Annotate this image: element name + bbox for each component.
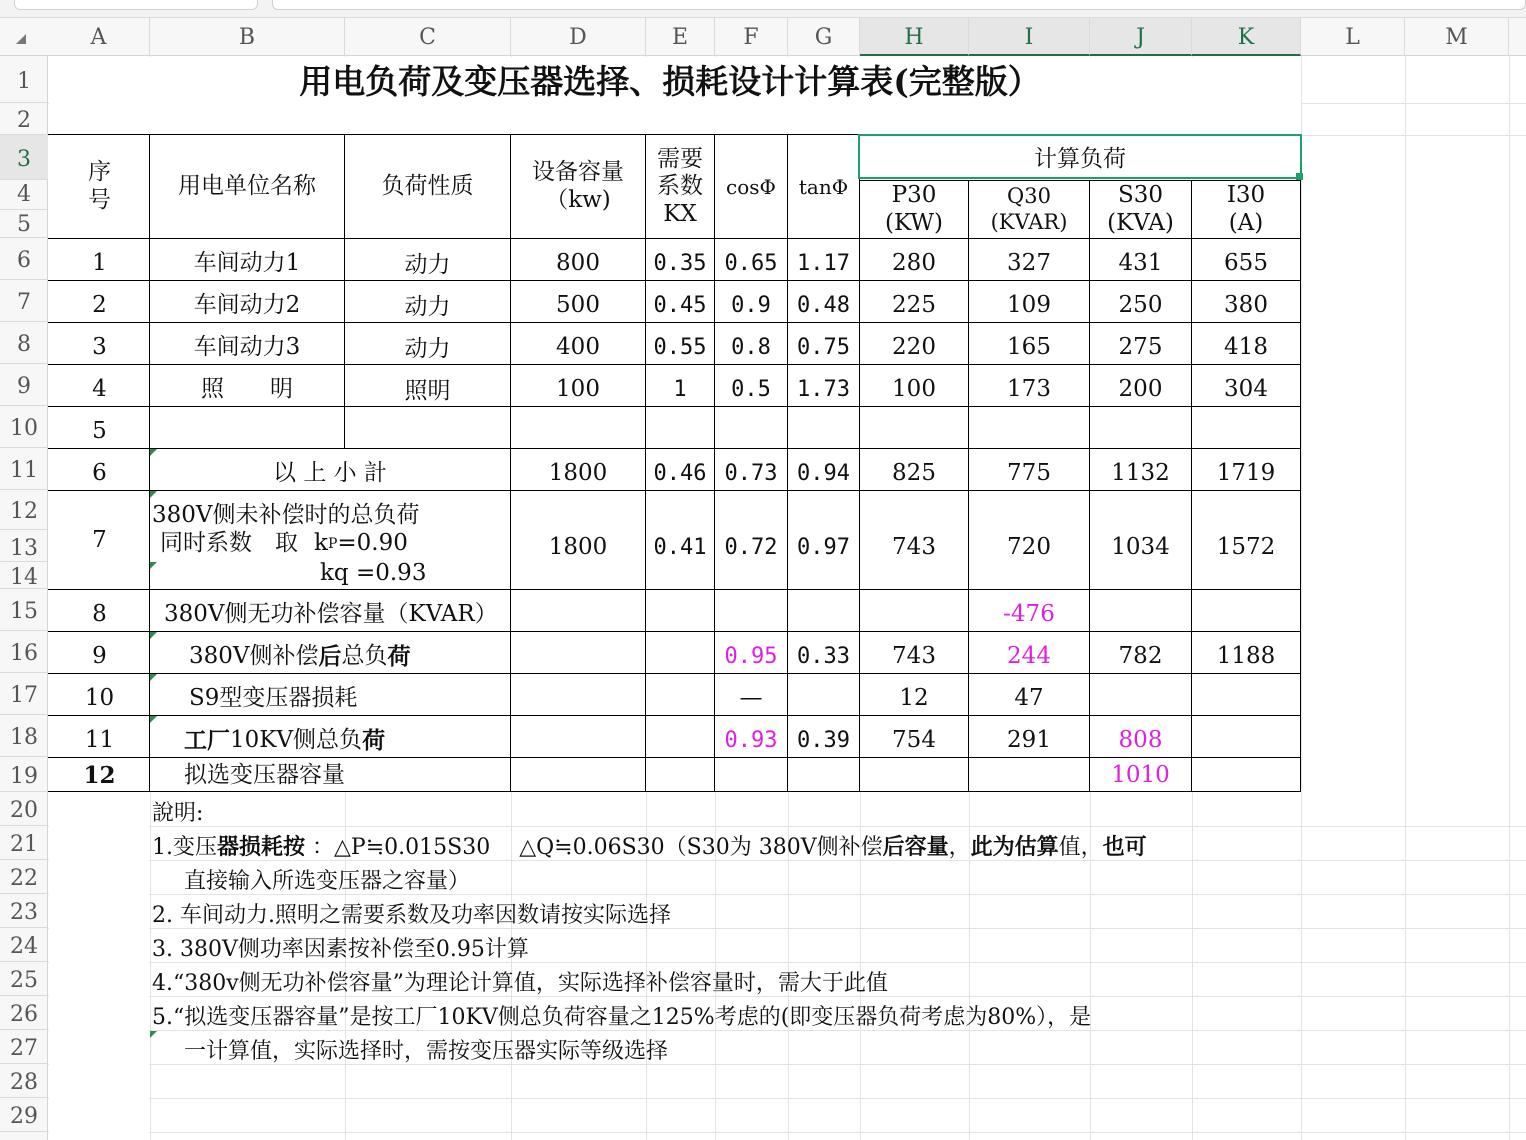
row-header-24[interactable]: 24: [0, 928, 48, 962]
cos-cell[interactable]: 0.5: [731, 376, 771, 402]
row-header-8[interactable]: 8: [0, 322, 48, 364]
seq-cell[interactable]: 5: [92, 418, 107, 445]
row-header-bar: [0, 56, 48, 1140]
cos-cell[interactable]: —: [739, 685, 763, 712]
factory-10kv-text-c: 荷: [362, 727, 386, 755]
transformer-loss-label[interactable]: S9型变压器损耗: [189, 685, 358, 712]
seq-cell[interactable]: 9: [92, 643, 107, 670]
column-header-m[interactable]: M: [1405, 18, 1509, 56]
q30-cell[interactable]: 291: [1007, 727, 1051, 754]
column-header-d[interactable]: D: [511, 18, 646, 56]
row-header-27[interactable]: 27: [0, 1030, 48, 1064]
q30-cell[interactable]: 47: [1014, 685, 1044, 712]
s30-cell[interactable]: 782: [1118, 643, 1163, 670]
header-kx[interactable]: 需要 系数 KX: [657, 145, 703, 227]
seq-cell[interactable]: 4: [92, 376, 107, 403]
cos-cell[interactable]: 0.8: [731, 334, 771, 360]
cell-indicator-icon: [150, 1031, 157, 1038]
column-header-h[interactable]: H: [860, 18, 969, 56]
tan-cell[interactable]: 0.48: [797, 292, 850, 318]
note-1-c: ：△P≒0.015S30 △Q≒0.06S30（S30为 380V侧补偿: [305, 835, 883, 860]
column-header-j[interactable]: J: [1090, 18, 1192, 56]
name-box[interactable]: [14, 0, 258, 10]
q30-cell[interactable]: 327: [1007, 250, 1051, 277]
row-header-7[interactable]: 7: [0, 280, 48, 322]
tan-cell[interactable]: 0.33: [797, 643, 850, 669]
cell-indicator-icon: [150, 716, 157, 723]
column-header-bar: [0, 18, 1526, 56]
q30-cell[interactable]: -476: [1003, 601, 1055, 628]
kx-cell[interactable]: 0.46: [653, 460, 707, 486]
header-load-type[interactable]: 负荷性质: [381, 173, 474, 200]
kp-symbol: k: [314, 530, 328, 557]
unit-name-cell[interactable]: 车间动力2: [193, 292, 301, 319]
note-1-g: 值，: [1058, 835, 1103, 860]
row-header-18[interactable]: 18: [0, 715, 48, 757]
row-header-11[interactable]: 11: [0, 448, 48, 490]
gridline: [1509, 56, 1510, 1140]
i30-cell[interactable]: 418: [1224, 334, 1268, 361]
kx-cell[interactable]: 0.55: [653, 334, 707, 360]
s30-cell[interactable]: 275: [1118, 334, 1163, 361]
s30-cell[interactable]: 200: [1118, 376, 1163, 403]
s30-cell[interactable]: 1132: [1111, 460, 1170, 487]
table-border: [48, 448, 1301, 449]
row-header-3[interactable]: 3: [0, 135, 48, 180]
row-header-14[interactable]: 14: [0, 562, 48, 589]
seq-cell[interactable]: 11: [84, 727, 115, 754]
load-type-cell[interactable]: 动力: [404, 336, 451, 363]
p30-cell[interactable]: 100: [892, 376, 936, 403]
after-comp-label[interactable]: [189, 639, 509, 675]
load-type-cell[interactable]: 照明: [404, 378, 451, 405]
total380-label[interactable]: 380V侧未补偿时的总负荷: [152, 502, 420, 529]
capacity-cell[interactable]: 1800: [548, 534, 608, 561]
row-header-9[interactable]: 9: [0, 364, 48, 406]
header-calc-load[interactable]: 计算负荷: [1034, 146, 1126, 173]
note-5[interactable]: 5.“拟选变压器容量”是按工厂10KV侧总负荷容量之125%考虑的(即变压器负荷考虑为80%），是: [152, 1005, 1092, 1030]
gridline: [48, 1132, 1526, 1133]
row-header-22[interactable]: 22: [0, 860, 48, 894]
after-comp-text-b: 后: [318, 643, 342, 671]
capacity-cell[interactable]: 1800: [548, 460, 608, 487]
column-header-e[interactable]: E: [646, 18, 715, 56]
q30-cell[interactable]: 720: [1007, 534, 1051, 561]
tan-cell[interactable]: 1.73: [797, 376, 850, 402]
p30-cell[interactable]: 743: [892, 643, 936, 670]
note-1-d: 后容量: [882, 834, 949, 860]
seq-cell[interactable]: 2: [92, 292, 107, 319]
header-tan[interactable]: tanΦ: [798, 175, 849, 199]
i30-cell[interactable]: 655: [1224, 250, 1268, 277]
i30-cell[interactable]: 1719: [1216, 460, 1276, 487]
row-header-23[interactable]: 23: [0, 894, 48, 928]
tan-cell[interactable]: 0.94: [797, 460, 850, 486]
seq-cell[interactable]: 10: [84, 685, 115, 712]
cell-indicator-icon: [150, 632, 157, 639]
column-header-k[interactable]: K: [1192, 18, 1301, 56]
s30-cell[interactable]: 1010: [1111, 762, 1170, 789]
row-header-15[interactable]: 15: [0, 589, 48, 631]
row-header-5[interactable]: 5: [0, 210, 48, 238]
gridline: [48, 826, 1526, 827]
cos-cell[interactable]: 0.72: [724, 534, 778, 560]
column-header-a[interactable]: A: [48, 18, 150, 56]
q30-cell[interactable]: 244: [1007, 643, 1051, 670]
tan-cell[interactable]: 0.97: [797, 534, 850, 560]
q30-cell[interactable]: 775: [1007, 460, 1051, 487]
factory-10kv-text-b: 10KV侧总负: [230, 727, 363, 754]
select-all-corner[interactable]: [0, 18, 48, 56]
kx-cell[interactable]: 0.35: [653, 250, 707, 276]
row-header-10[interactable]: 10: [0, 406, 48, 448]
select-all-icon: [16, 34, 26, 44]
table-border: [48, 589, 1301, 590]
table-border: [48, 238, 1301, 239]
row-header-1[interactable]: 1: [0, 56, 48, 103]
factory-10kv-label[interactable]: [184, 723, 509, 759]
seq-cell[interactable]: 1: [92, 250, 107, 277]
note-1-continued[interactable]: 直接输入所选变压器之容量）: [184, 869, 471, 894]
gridline: [48, 1098, 1526, 1099]
kx-cell[interactable]: 0.41: [653, 534, 707, 560]
unit-name-cell[interactable]: 照 明: [201, 376, 293, 403]
row-header-19[interactable]: 19: [0, 757, 48, 792]
s30-cell[interactable]: 808: [1118, 727, 1163, 754]
column-header-l[interactable]: L: [1301, 18, 1405, 56]
header-q30[interactable]: Q30 (KVAR): [990, 184, 1068, 234]
sheet-title[interactable]: 用电负荷及变压器选择、损耗设计计算表(完整版）: [299, 62, 1041, 102]
notes-heading[interactable]: 說明:: [152, 801, 204, 826]
note-5-continued[interactable]: 一计算值，实际选择时，需按变压器实际等级选择: [184, 1039, 669, 1064]
header-seq[interactable]: 序 号: [88, 159, 111, 213]
coincidence-factor-kp[interactable]: [160, 528, 508, 560]
row-header-13[interactable]: 13: [0, 530, 48, 562]
seq-cell[interactable]: 6: [92, 460, 107, 487]
after-comp-text-c: 总负: [341, 643, 388, 670]
row-header-6[interactable]: 6: [0, 238, 48, 280]
factory-10kv-text-a: 工厂: [184, 727, 230, 755]
header-capacity[interactable]: 设备容量 （kw): [532, 159, 624, 213]
reactive-comp-label[interactable]: 380V侧无功补偿容量（KVAR）: [164, 601, 498, 628]
cell-indicator-icon: [150, 491, 157, 498]
load-type-cell[interactable]: 动力: [404, 294, 451, 321]
seq-cell[interactable]: 3: [92, 334, 107, 361]
note-2[interactable]: 2. 车间动力.照明之需要系数及功率因数请按实际选择: [152, 903, 671, 928]
cos-cell[interactable]: 0.95: [724, 643, 778, 669]
row-header-16[interactable]: 16: [0, 631, 48, 673]
header-s30[interactable]: S30 (KVA): [1107, 181, 1174, 236]
row-header-21[interactable]: 21: [0, 826, 48, 860]
capacity-cell[interactable]: 800: [556, 250, 600, 277]
fill-handle[interactable]: [1296, 173, 1303, 180]
load-type-cell[interactable]: 动力: [404, 252, 451, 279]
note-1-f: 此为估算: [970, 834, 1059, 860]
i30-cell[interactable]: 1572: [1216, 534, 1276, 561]
seq-cell[interactable]: 8: [92, 601, 107, 628]
p30-cell[interactable]: 825: [892, 460, 936, 487]
note-1-a: 1.变压: [152, 835, 217, 860]
row-header-2[interactable]: 2: [0, 103, 48, 135]
tan-cell[interactable]: 0.75: [797, 334, 850, 360]
cos-cell[interactable]: 0.65: [724, 250, 778, 276]
header-cos[interactable]: cosΦ: [726, 175, 776, 199]
seq-cell[interactable]: 7: [92, 527, 107, 554]
table-border: [1300, 134, 1301, 792]
column-header-b[interactable]: B: [150, 18, 345, 56]
column-header-f[interactable]: F: [715, 18, 788, 56]
unit-name-cell[interactable]: 车间动力3: [193, 334, 301, 361]
s30-cell[interactable]: 250: [1118, 292, 1163, 319]
s30-cell[interactable]: 431: [1118, 250, 1163, 277]
after-comp-text-d: 荷: [387, 643, 411, 671]
note-4[interactable]: 4.“380v侧无功补偿容量”为理论计算值，实际选择补偿容量时，需大于此值: [152, 971, 888, 996]
row-header-12[interactable]: 12: [0, 490, 48, 530]
column-header-i[interactable]: I: [969, 18, 1090, 56]
cell-indicator-icon: [150, 449, 157, 456]
header-p30[interactable]: P30 (KW): [885, 181, 943, 236]
cell-area-a: [49, 792, 149, 1140]
p30-cell[interactable]: 743: [892, 534, 936, 561]
capacity-cell[interactable]: 500: [556, 292, 600, 319]
kx-cell[interactable]: 1: [673, 376, 687, 402]
i30-cell[interactable]: 380: [1224, 292, 1268, 319]
unit-name-cell[interactable]: 车间动力1: [193, 250, 301, 277]
subtotal-label[interactable]: 以 上 小 計: [273, 460, 387, 487]
cell-indicator-icon: [150, 562, 157, 569]
row-header-25[interactable]: 25: [0, 962, 48, 996]
column-header-g[interactable]: G: [788, 18, 860, 56]
cos-cell[interactable]: 0.73: [724, 460, 778, 486]
column-header-c[interactable]: C: [345, 18, 511, 56]
cos-cell[interactable]: 0.93: [724, 727, 778, 753]
cell-selection[interactable]: [858, 134, 1302, 179]
q30-cell[interactable]: 165: [1007, 334, 1051, 361]
row-header-29[interactable]: 29: [0, 1098, 48, 1132]
p30-cell[interactable]: 225: [892, 292, 936, 319]
note-1[interactable]: [152, 830, 1147, 861]
row-header-28[interactable]: 28: [0, 1064, 48, 1098]
q30-cell[interactable]: 109: [1007, 292, 1051, 319]
select-transformer-label[interactable]: 拟选变压器容量: [184, 762, 345, 789]
p30-cell[interactable]: 220: [892, 334, 936, 361]
note-1-b: 器损耗按: [217, 834, 306, 860]
header-unit-name[interactable]: 用电单位名称: [178, 173, 316, 200]
note-3[interactable]: 3. 380V侧功率因素按补偿至0.95计算: [152, 937, 529, 962]
cos-cell[interactable]: 0.9: [731, 292, 771, 318]
capacity-cell[interactable]: 100: [556, 376, 600, 403]
seq-cell[interactable]: 12: [83, 762, 116, 790]
gridline: [1405, 56, 1406, 1140]
p30-cell[interactable]: 280: [892, 250, 936, 277]
q30-cell[interactable]: 173: [1007, 376, 1051, 403]
i30-cell[interactable]: 304: [1224, 376, 1268, 403]
p30-cell[interactable]: 12: [899, 685, 929, 712]
row-header-17[interactable]: 17: [0, 673, 48, 715]
row-header-26[interactable]: 26: [0, 996, 48, 1030]
kp-subscript: P: [327, 535, 338, 552]
note-1-h: 也可: [1102, 834, 1147, 860]
note-1-e: ，: [948, 835, 971, 860]
i30-cell[interactable]: 1188: [1216, 643, 1276, 670]
p30-cell[interactable]: 754: [892, 727, 936, 754]
gridline: [1301, 56, 1302, 1140]
kp-value: =0.90: [337, 530, 408, 557]
header-i30[interactable]: I30 (A): [1226, 181, 1266, 236]
cell-indicator-icon: [150, 674, 157, 681]
tan-cell[interactable]: 0.39: [797, 727, 850, 753]
kx-cell[interactable]: 0.45: [653, 292, 707, 318]
after-comp-text-a: 380V侧补偿: [189, 643, 319, 670]
s30-cell[interactable]: 1034: [1111, 534, 1170, 561]
row-header-20[interactable]: 20: [0, 792, 48, 826]
coincidence-factor-text: 同时系数 取: [160, 530, 298, 557]
coincidence-factor-kq[interactable]: kq =0.93: [320, 560, 427, 587]
tan-cell[interactable]: 1.17: [797, 250, 850, 276]
formula-input[interactable]: [272, 0, 1526, 10]
capacity-cell[interactable]: 400: [556, 334, 600, 361]
row-header-4[interactable]: 4: [0, 180, 48, 210]
